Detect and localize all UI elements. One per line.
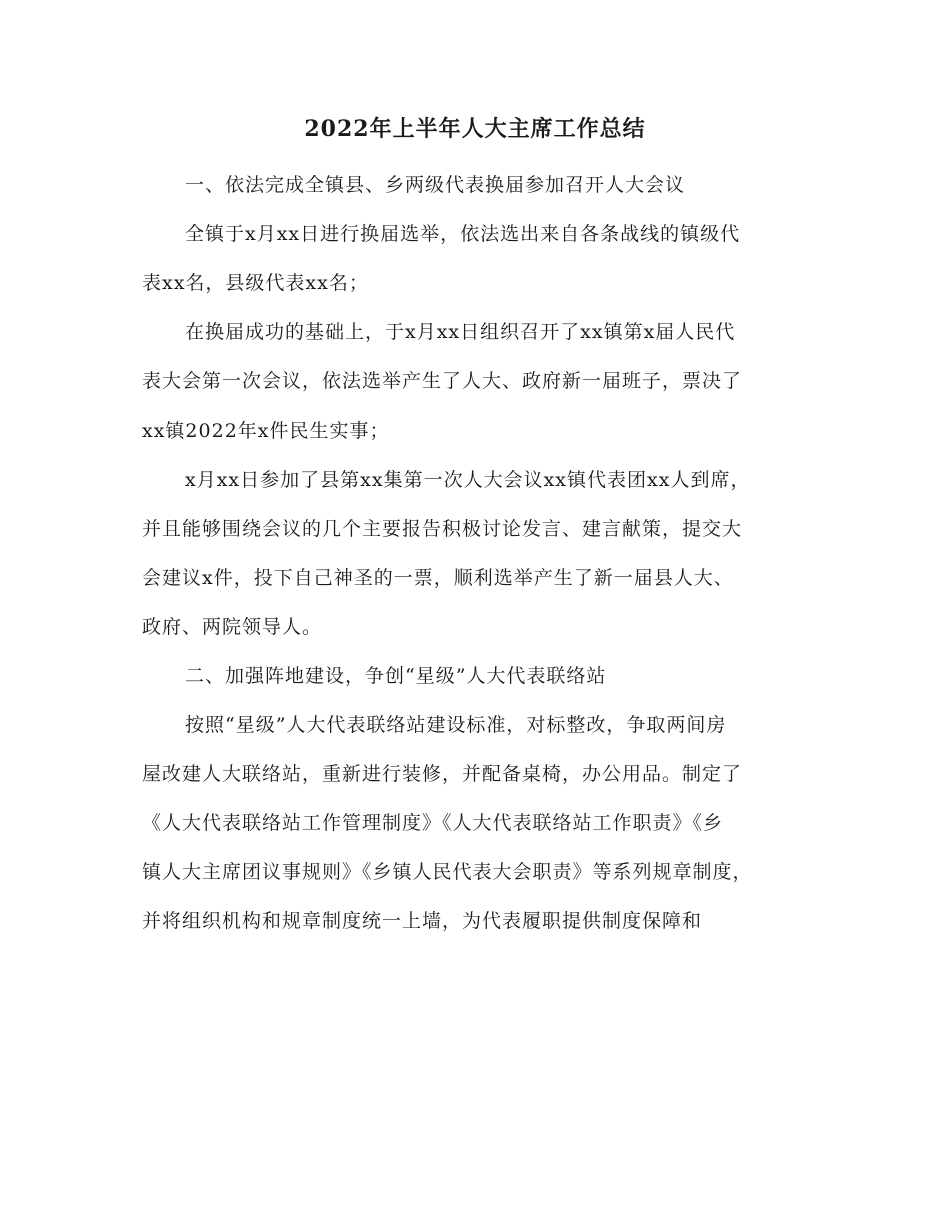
paragraph-line: xx镇2022年x件民生实事； <box>142 420 390 442</box>
paragraph-line: 屋改建人大联络站，重新进行装修，并配备桌椅，办公用品。制定了 <box>142 763 743 785</box>
paragraph-line: x月xx日参加了县第xx集第一次人大会议xx镇代表团xx人到席， <box>185 469 751 491</box>
section-heading-2: 二、加强阵地建设，争创“星级”人大代表联络站 <box>185 665 607 687</box>
document-title: 2022年上半年人大主席工作总结 <box>304 116 646 142</box>
paragraph-line: 全镇于x月xx日进行换届选举，依法选出来自各条战线的镇级代 <box>185 223 741 245</box>
paragraph-line: 并将组织机构和规章制度统一上墙，为代表履职提供制度保障和 <box>142 910 703 932</box>
paragraph-line: 并且能够围绕会议的几个主要报告积极讨论发言、建言献策，提交大 <box>142 518 743 540</box>
paragraph-line: 在换届成功的基础上，于x月xx日组织召开了xx镇第x届人民代 <box>185 321 736 343</box>
paragraph-line: 镇人大主席团议事规则》《乡镇人民代表大会职责》等系列规章制度， <box>142 861 753 883</box>
paragraph-line: 政府、两院领导人。 <box>142 616 323 638</box>
paragraph-line: 表大会第一次会议，依法选举产生了人大、政府新一届班子，票决了 <box>142 370 743 392</box>
paragraph-line: 按照“星级”人大代表联络站建设标准，对标整改，争取两间房 <box>185 714 727 736</box>
paragraph-line: 《人大代表联络站工作管理制度》《人大代表联络站工作职责》《乡 <box>142 812 724 834</box>
paragraph-line: 表xx名，县级代表xx名； <box>142 272 369 294</box>
section-heading-1: 一、依法完成全镇县、乡两级代表换届参加召开人大会议 <box>185 174 686 196</box>
paragraph-line: 会建议x件，投下自己神圣的一票，顺利选举产生了新一届县人大、 <box>142 567 734 589</box>
